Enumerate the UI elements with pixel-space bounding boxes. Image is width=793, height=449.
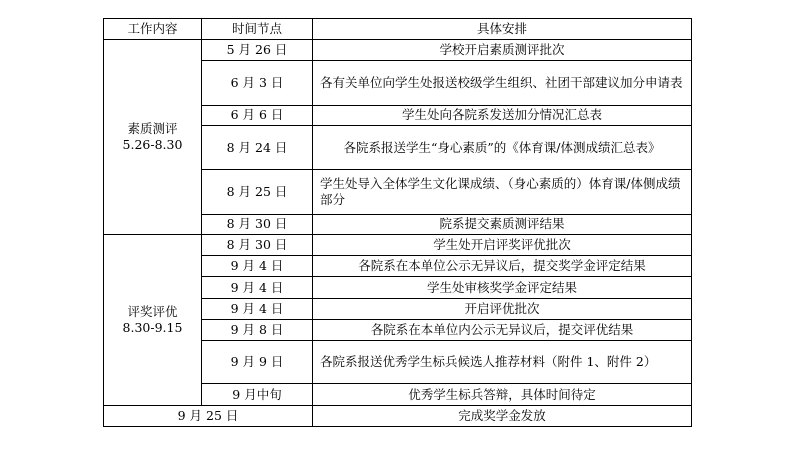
plan-text: 各院系报送优秀学生标兵候选人推荐材料（附件 1、附件 2） (320, 354, 657, 370)
time-cell: 8 月 30 日 (202, 235, 313, 256)
final-row (104, 405, 692, 426)
time-cell: 9 月 9 日 (202, 341, 313, 384)
time-cell: 8 月 25 日 (202, 170, 313, 214)
group-title: 素质测评 (127, 121, 178, 137)
time-cell: 9 月 4 日 (202, 298, 313, 319)
plan-cell: 各院系在本单位内公示无异议后，提交评优结果 (313, 319, 692, 340)
plan-cell: 各院系报送学生“身心素质”的《体育课/体测成绩汇总表》 (313, 126, 692, 170)
plan-cell: 优秀学生标兵答辩，具体时间待定 (313, 384, 692, 405)
final-time-cell: 9 月 25 日 (104, 405, 313, 426)
plan-cell: 开启评优批次 (313, 298, 692, 319)
header-plan: 具体安排 (313, 19, 692, 40)
plan-cell: 学生处开启评奖评优批次 (313, 235, 692, 256)
time-cell: 6 月 6 日 (202, 105, 313, 125)
plan-text: 各有关单位向学生处报送校级学生组织、社团干部建议加分申请表 (320, 75, 683, 91)
final-plan-cell: 完成奖学金发放 (313, 405, 692, 426)
plan-cell: 学生处审核奖学金评定结果 (313, 277, 692, 298)
table-row (104, 235, 692, 256)
header-category: 工作内容 (104, 19, 202, 40)
time-cell: 5 月 26 日 (202, 40, 313, 61)
time-cell: 8 月 24 日 (202, 126, 313, 170)
time-cell: 9 月 8 日 (202, 319, 313, 340)
plan-cell: 学生处向各院系发送加分情况汇总表 (313, 105, 692, 125)
plan-cell: 院系提交素质测评结果 (313, 214, 692, 234)
plan-cell (313, 61, 692, 105)
group-period: 8.30-9.15 (122, 319, 183, 335)
table-row (104, 40, 692, 61)
header-row (104, 19, 692, 40)
group-cell-quality (104, 40, 202, 235)
plan-text: 学生处导入全体学生文化课成绩、（身心素质的）体育课/体侧成绩部分 (320, 176, 681, 208)
time-cell: 9 月中旬 (202, 384, 313, 405)
group-cell-awards (104, 235, 202, 406)
plan-cell (313, 341, 692, 384)
time-cell: 8 月 30 日 (202, 214, 313, 234)
plan-cell: 学校开启素质测评批次 (313, 40, 692, 61)
group-title: 评奖评优 (127, 303, 178, 319)
header-time: 时间节点 (202, 19, 313, 40)
schedule-table (103, 18, 692, 427)
time-cell: 6 月 3 日 (202, 61, 313, 105)
plan-cell (313, 170, 692, 214)
plan-cell: 各院系在本单位公示无异议后，提交奖学金评定结果 (313, 256, 692, 277)
time-cell: 9 月 4 日 (202, 277, 313, 298)
group-period: 5.26-8.30 (122, 137, 183, 153)
time-cell: 9 月 4 日 (202, 256, 313, 277)
